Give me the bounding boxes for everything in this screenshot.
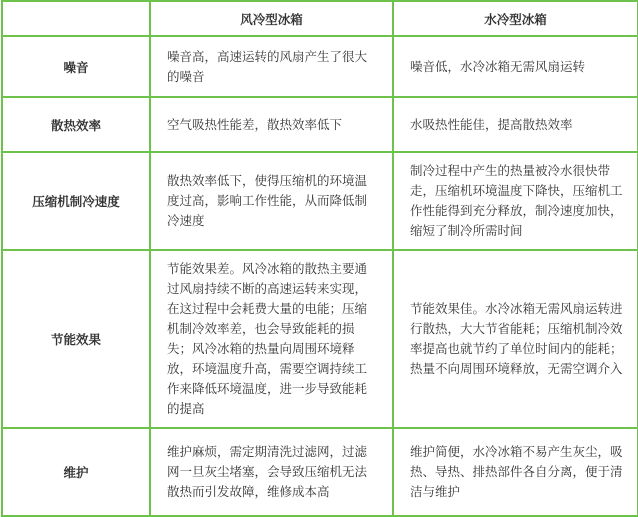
- row-label: 压缩机制冷速度: [2, 152, 150, 250]
- air-cooled-cell: 节能效果差。风冷冰箱的散热主要通过风扇持续不断的高速运转来实现，在这过程中会耗费大量的电能；压缩机制冷效率差，也会导致能耗的损失；风冷冰箱的热量向周围环境释放，环境温度升高，需要空调持续工作来降低环境温度，进一步导致能耗的提高: [150, 250, 393, 428]
- row-label: 噪音: [2, 36, 150, 97]
- header-air-cooled: 风冷型冰箱: [150, 1, 393, 36]
- water-cooled-cell: 水吸热性能佳，提高散热效率: [393, 97, 638, 152]
- water-cooled-cell: 噪音低，水冷冰箱无需风扇运转: [393, 36, 638, 97]
- row-label: 维护: [2, 428, 150, 516]
- header-row: [2, 1, 638, 36]
- table-row: [2, 97, 638, 152]
- comparison-table: [1, 0, 638, 517]
- air-cooled-cell: 维护麻烦，需定期清洗过滤网，过滤网一旦灰尘堵塞，会导致压缩机无法散热而引发故障，维修成本高: [150, 428, 393, 516]
- air-cooled-cell: 空气吸热性能差，散热效率低下: [150, 97, 393, 152]
- table-row: [2, 36, 638, 97]
- table-row: [2, 428, 638, 516]
- row-label: 节能效果: [2, 250, 150, 428]
- air-cooled-cell: 噪音高，高速运转的风扇产生了很大的噪音: [150, 36, 393, 97]
- table-row: [2, 152, 638, 250]
- water-cooled-cell: 维护简便，水冷冰箱不易产生灰尘，吸热、导热、排热部件各自分离，便于清洁与维护: [393, 428, 638, 516]
- header-water-cooled: 水冷型冰箱: [393, 1, 638, 36]
- water-cooled-cell: 制冷过程中产生的热量被冷水很快带走，压缩机环境温度下降快，压缩机工作性能得到充分释放，制冷速度加快，缩短了制冷所需时间: [393, 152, 638, 250]
- water-cooled-cell: 节能效果佳。水冷冰箱无需风扇运转进行散热，大大节省能耗；压缩机制冷效率提高也就节约了单位时间内的能耗；热量不向周围环境释放，无需空调介入: [393, 250, 638, 428]
- header-corner-cell: [2, 1, 150, 36]
- row-label: 散热效率: [2, 97, 150, 152]
- table-row: [2, 250, 638, 428]
- air-cooled-cell: 散热效率低下，使得压缩机的环境温度过高，影响工作性能，从而降低制冷速度: [150, 152, 393, 250]
